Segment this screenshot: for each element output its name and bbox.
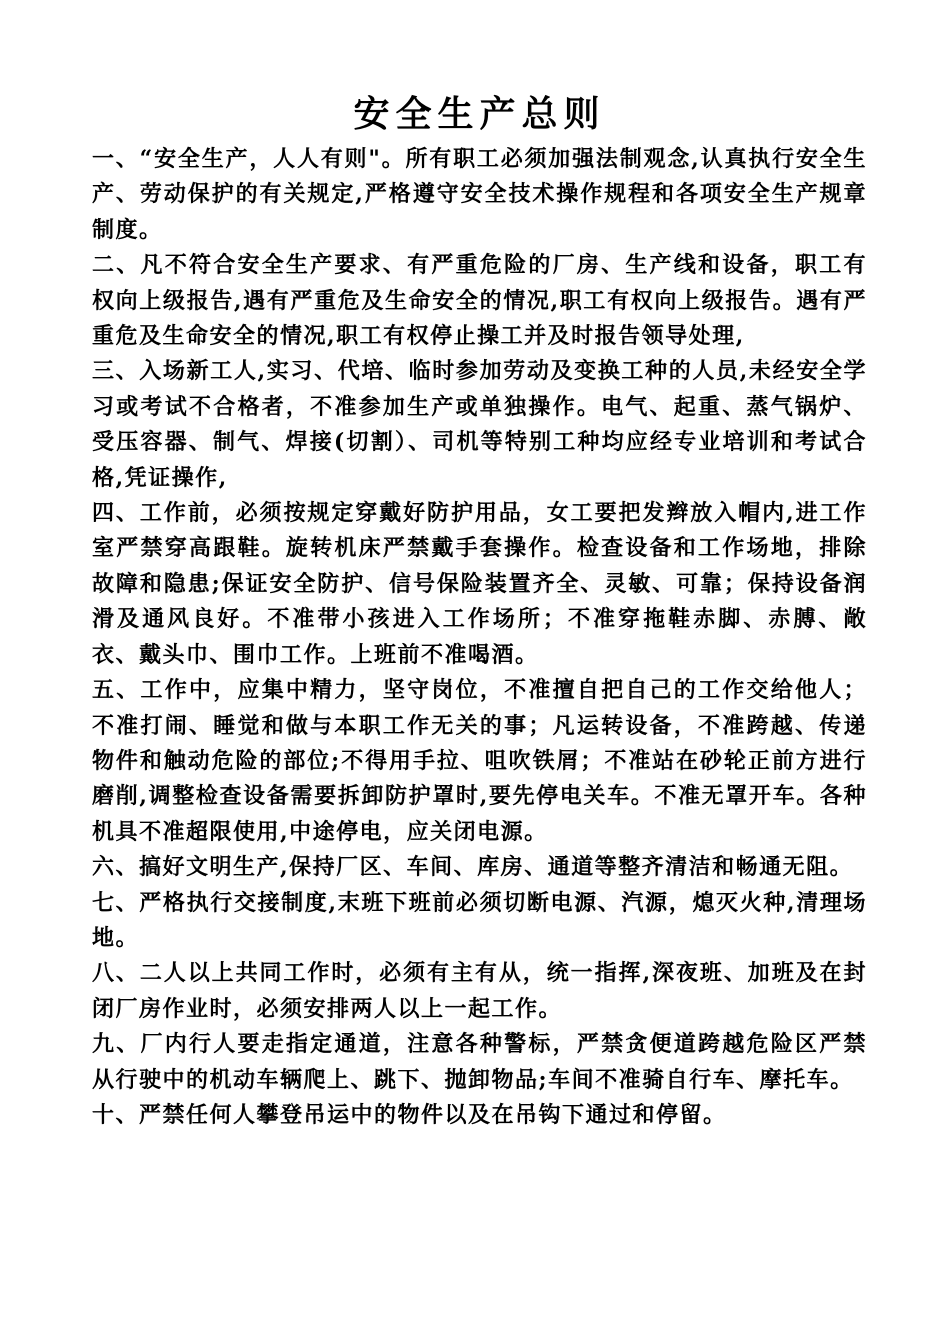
paragraph-7: 七、严格执行交接制度,末班下班前必须切断电源、汽源，熄灭火种,清理场地。 bbox=[92, 889, 867, 951]
document-page bbox=[92, 88, 867, 1133]
paragraph-4: 四、工作前，必须按规定穿戴好防护用品，女工要把发辫放入帽内,进工作室严禁穿高跟鞋。旋转机床严禁戴手套操作。检查设备和工作场地，排除故障和隐患;保证安全防护、信号保险装置齐全、灵敏、可靠；保持设备润滑及通风良好。不准带小孩进入工作场所；不准穿拖鞋赤脚、赤膊、敞衣、戴头巾、围巾工作。上班前不准喝酒。 bbox=[92, 500, 867, 668]
paragraph-10: 十、严禁任何人攀登吊运中的物件以及在吊钩下通过和停留。 bbox=[92, 1101, 727, 1128]
document-title: 安全生产总则 bbox=[353, 93, 606, 135]
paragraph-2: 二、凡不符合安全生产要求、有严重危险的厂房、生产线和设备，职工有权向上级报告,遇有严重危及生命安全的情况,职工有权向上级报告。遇有严重危及生命安全的情况,职工有权停止操工并及时报告领导处理, bbox=[92, 252, 867, 350]
paragraph-8: 八、二人以上共同工作时，必须有主有从，统一指挥,深夜班、加班及在封闭厂房作业时，必须安排两人以上一起工作。 bbox=[92, 960, 867, 1022]
paragraph-5: 五、工作中，应集中精力，坚守岗位，不准擅自把自己的工作交给他人；不准打闹、睡觉和做与本职工作无关的事；凡运转设备，不准跨越、传递物件和触动危险的部位;不得用手拉、咀吹铁屑；不准站在砂轮正前方进行磨削,调整检查设备需要拆卸防护罩时,要先停电关车。不准无罩开车。各种机具不准超限使用,中途停电，应关闭电源。 bbox=[92, 677, 867, 845]
paragraph-3: 三、入场新工人,实习、代培、临时参加劳动及变换工种的人员,未经安全学习或考试不合格者，不准参加生产或单独操作。电气、起重、蒸气锅炉、受压容器、制气、焊接(切割）、司机等特别工种均应经专业培训和考试合格,凭证操作, bbox=[92, 358, 867, 491]
paragraph-9: 九、厂内行人要走指定通道，注意各种警标，严禁贪便道跨越危险区严禁从行驶中的机动车辆爬上、跳下、抛卸物品;车间不准骑自行车、摩托车。 bbox=[92, 1031, 867, 1093]
paragraph-6: 六、搞好文明生产,保持厂区、车间、库房、通道等整齐清洁和畅通无阻。 bbox=[92, 854, 854, 881]
paragraph-1: 一、“安全生产，人人有则"。所有职工必须加强法制观念,认真执行安全生产、劳动保护的有关规定,严格遵守安全技术操作规程和各项安全生产规章制度。 bbox=[92, 146, 867, 243]
